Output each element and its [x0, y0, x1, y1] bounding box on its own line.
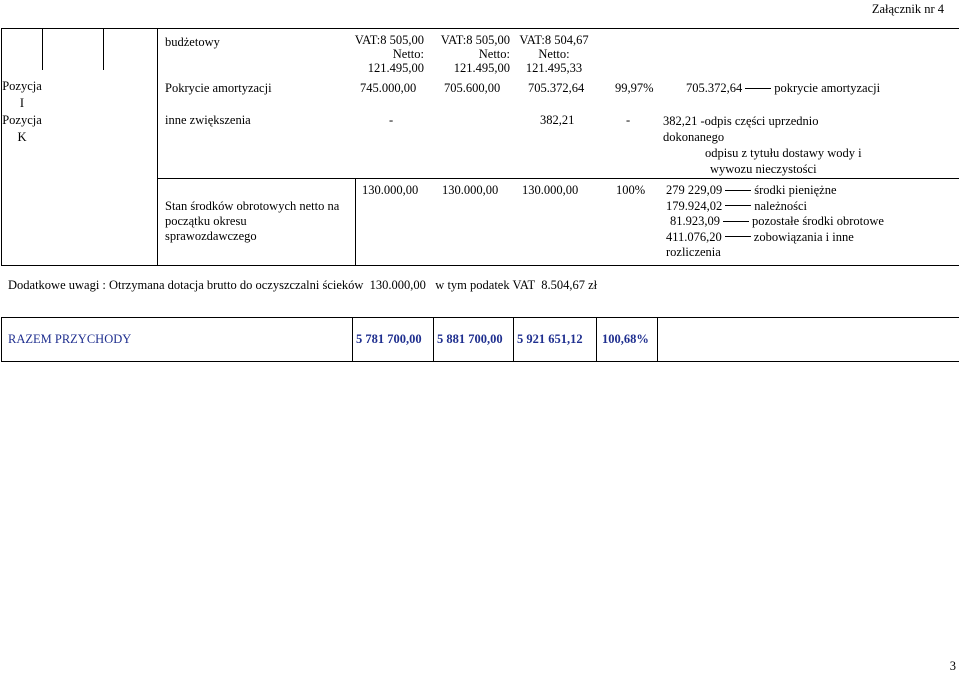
working-capital-label: Stan środków obrotowych netto na początku okresu sprawozdawczego: [165, 199, 340, 243]
working-capital-executed: 130.000,00: [522, 183, 579, 197]
working-capital-after-changes: 130.000,00: [442, 183, 499, 197]
amortization-percent: 99,97%: [615, 81, 654, 95]
other-increases-planned: -: [389, 113, 394, 127]
other-increases-percent: -: [626, 113, 631, 127]
budget-cell-after-changes: VAT:8 505,00 Netto: 121.495,00: [440, 33, 510, 75]
total-percent: 100,68%: [602, 332, 649, 346]
total-after-changes: 5 881 700,00: [437, 332, 503, 346]
note-line: 279 229,09 środki pieniężne: [666, 183, 837, 197]
note-line: 81.923,09 pozostałe środki obrotowe: [670, 214, 884, 228]
additional-remarks: Dodatkowe uwagi : Otrzymana dotacja brutto do oczyszczalni ścieków 130.000,00 w tym podatek VAT 8.504,67 zł: [8, 278, 598, 292]
position-labels: Pozycja I Pozycja K: [2, 79, 42, 144]
note-line: 179.924,02 należności: [666, 198, 808, 213]
total-executed: 5 921 651,12: [517, 332, 583, 346]
working-capital-percent: 100%: [616, 183, 646, 197]
total-planned: 5 781 700,00: [356, 332, 422, 346]
other-increases-label: inne zwiększenia: [165, 113, 251, 127]
other-increases-note: 382,21 -odpis części uprzednio dokonanego odpisu z tytułu dostawy wody i wywozu nieczystości: [663, 114, 862, 176]
other-increases-executed: 382,21: [540, 113, 575, 127]
total-label: RAZEM PRZYCHODY: [8, 332, 132, 346]
attachment-label: Załącznik nr 4: [871, 2, 944, 16]
amortization-after-changes: 705.600,00: [444, 81, 501, 95]
amortization-executed: 705.372,64: [528, 81, 585, 95]
amortization-planned: 745.000,00: [360, 81, 417, 95]
budget-label: budżetowy: [165, 35, 220, 49]
note-line: 411.076,20 zobowiązania i inne: [666, 229, 854, 244]
working-capital-notes: 279 229,09 środki pieniężne 179.924,02 należności 81.923,09 pozostałe środki obrotowe 411.076,20 zobowiązania i inne rozliczenia: [666, 183, 884, 259]
working-capital-planned: 130.000,00: [362, 183, 419, 197]
page-number: 3: [949, 659, 956, 673]
amortization-note: 705.372,64 pokrycie amortyzacji: [686, 81, 881, 95]
amortization-label: Pokrycie amortyzacji: [165, 81, 272, 95]
budget-cell-planned: VAT:8 505,00 Netto: 121.495,00: [354, 33, 424, 75]
budget-cell-executed: VAT:8 504,67 Netto: 121.495,33: [519, 33, 589, 75]
